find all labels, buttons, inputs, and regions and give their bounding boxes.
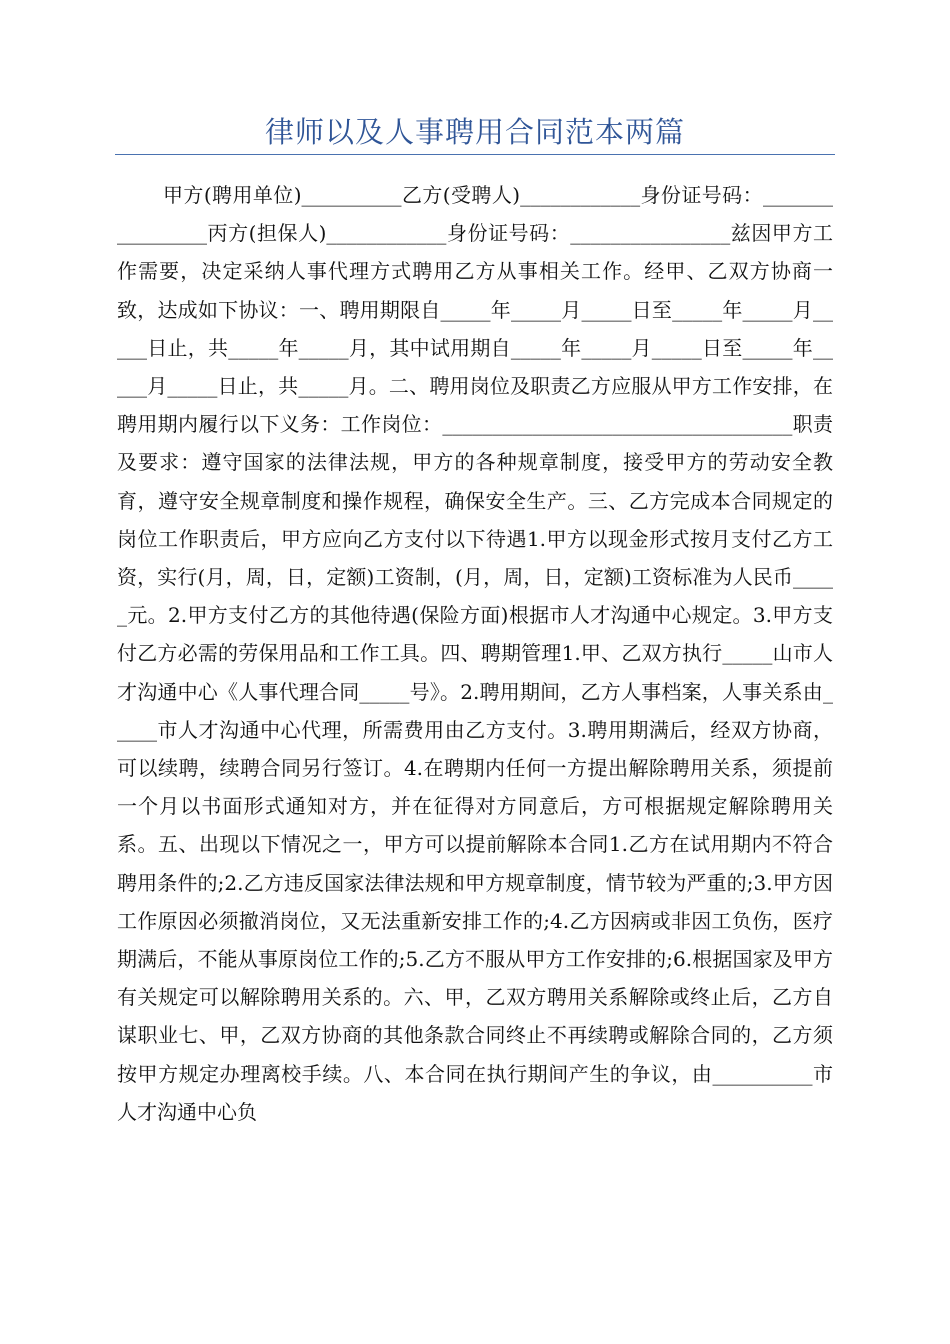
contract-body: 甲方(聘用单位)__________乙方(受聘人)____________身份证号码：________________丙方(担保人)____________身份证号码：________________兹因甲方工作需要，决定采纳人事代理方式聘用乙方从事相关工作。经甲、乙双方协商一致，达成如下协议：一、聘用期限自_____年_____月_____日至_____年_____月_____日止，共_____年_____月，其中试用期自_____年_____月_____日至_____年_____月_____日止，共_____月。二、聘用岗位及职责乙方应服从甲方工作安排，在聘用期内履行以下义务：工作岗位：___________________________________职责及要求：遵守国家的法律法规，甲方的各种规章制度，接受甲方的劳动安全教育，遵守安全规章制度和操作规程，确保安全生产。三、乙方完成本合同规定的岗位工作职责后，甲方应向乙方支付以下待遇1.甲方以现金形式按月支付乙方工资，实行(月，周，日，定额)工资制，(月，周，日，定额)工资标准为人民币_____元。2.甲方支付乙方的其他待遇(保险方面)根据市人才沟通中心规定。3.甲方支付乙方必需的劳保用品和工作工具。四、聘期管理1.甲、乙双方执行_____山市人才沟通中心《人事代理合同_____号》。2.聘用期间，乙方人事档案，人事关系由_____市人才沟通中心代理，所需费用由乙方支付。3.聘用期满后，经双方协商，可以续聘，续聘合同另行签订。4.在聘期内任何一方提出解除聘用关系，须提前一个月以书面形式通知对方，并在征得对方同意后，方可根据规定解除聘用关系。五、出现以下情况之一，甲方可以提前解除本合同1.乙方在试用期内不符合聘用条件的;2.乙方违反国家法律法规和甲方规章制度，情节较为严重的;3.甲方因工作原因必须撤消岗位，又无法重新安排工作的;4.乙方因病或非因工负伤，医疗期满后，不能从事原岗位工作的;5.乙方不服从甲方工作安排的;6.根据国家及甲方有关规定可以解除聘用关系的。六、甲，乙双方聘用关系解除或终止后，乙方自谋职业七、甲，乙双方协商的其他条款合同终止不再续聘或解除合同的，乙方须按甲方规定办理离校手续。八、本合同在执行期间产生的争议，由__________市人才沟通中心负 <box>117 183 833 1124</box>
title-underline <box>115 154 835 155</box>
document-title: 律师以及人事聘用合同范本两篇 <box>264 115 685 149</box>
